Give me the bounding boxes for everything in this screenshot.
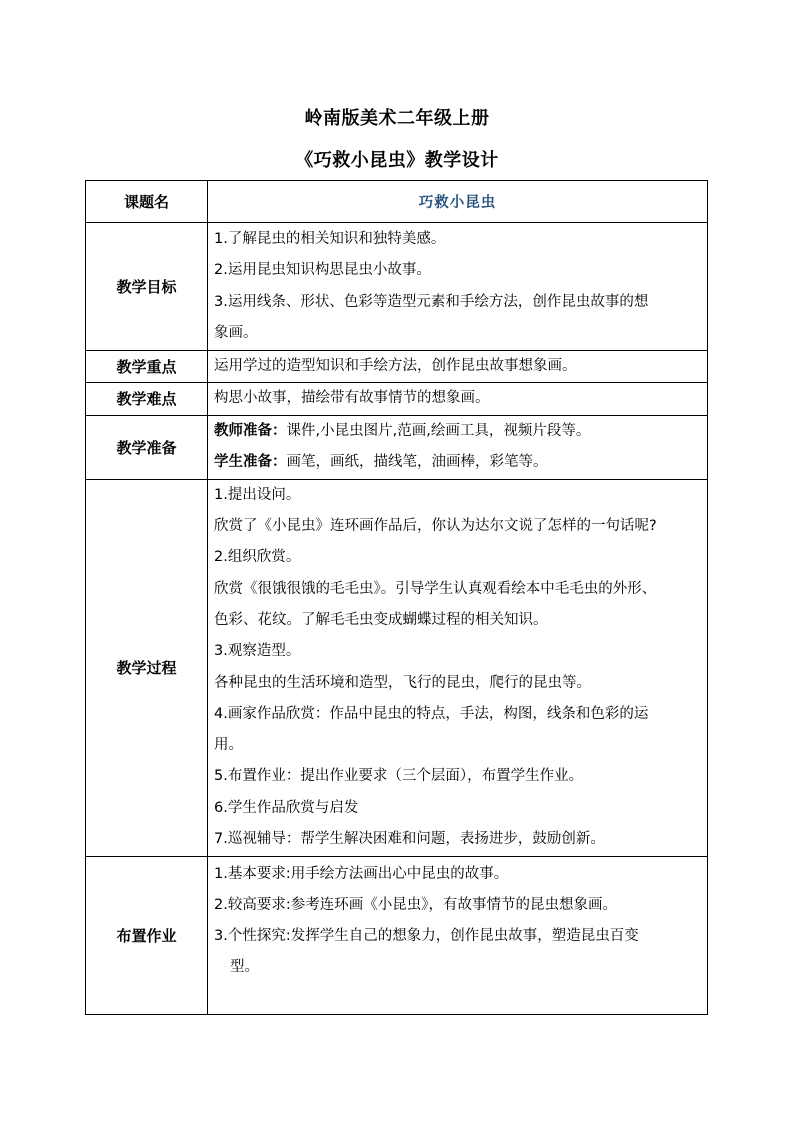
process-line: 各种昆虫的生活环境和造型，飞行的昆虫，爬行的昆虫等。 (214, 674, 591, 691)
preparation-content (208, 415, 708, 479)
label-process: 教学过程 (86, 479, 208, 856)
objective-line: 3.运用线条、形状、色彩等造型元素和手绘方法，创作昆虫故事的想 (214, 293, 649, 310)
process-line: 用。 (214, 737, 243, 754)
label-topic: 课题名 (86, 181, 208, 223)
difficulties-text: 构思小故事，描绘带有故事情节的想象画。 (214, 390, 490, 407)
teacher-preparation-text: 课件,小昆虫图片,范画,绘画工具，视频片段等。 (286, 422, 591, 439)
row-objectives (86, 223, 708, 351)
key-points-text: 运用学过的造型知识和手绘方法，创作昆虫故事想象画。 (214, 358, 577, 374)
label-objectives: 教学目标 (86, 223, 208, 351)
student-preparation-text: 画笔，画纸，描线笔，油画棒，彩笔等。 (286, 454, 548, 471)
process-line: 1.提出设问。 (214, 486, 301, 503)
homework-line: 3.个性探究:发挥学生自己的想象力，创作昆虫故事，塑造昆虫百变 (214, 928, 639, 945)
process-line: 2.组织欣赏。 (214, 549, 301, 566)
homework-line: 1.基本要求:用手绘方法画出心中昆虫的故事。 (214, 865, 509, 882)
row-key-points (86, 351, 708, 383)
process-line: 色彩、花纹。了解毛毛虫变成蝴蝶过程的相关知识。 (214, 612, 548, 628)
student-preparation-label: 学生准备： (214, 454, 287, 471)
objectives-content (208, 223, 708, 351)
process-line: 7.巡视辅导：帮学生解决困难和问题，表扬进步，鼓励创新。 (214, 831, 605, 848)
process-content (208, 479, 708, 856)
process-line: 4.画家作品欣赏：作品中昆虫的特点，手法，构图，线条和色彩的运 (214, 705, 649, 722)
process-line: 欣赏了《小昆虫》连环画作品后，你认为达尔文说了怎样的一句话呢? (214, 518, 657, 535)
process-line: 6.学生作品欣赏与启发 (214, 799, 359, 816)
document-title: 岭南版美术二年级上册 (304, 108, 490, 129)
teacher-preparation (214, 416, 701, 447)
homework-content (208, 856, 708, 1014)
row-process (86, 479, 708, 856)
label-homework: 布置作业 (86, 856, 208, 1014)
homework-line: 2.较高要求:参考连环画《小昆虫》，有故事情节的昆虫想象画。 (214, 896, 617, 913)
objective-line: 1.了解昆虫的相关知识和独特美感。 (214, 230, 446, 247)
lesson-plan-table (85, 180, 708, 1015)
row-topic (86, 181, 708, 223)
key-points-content (208, 351, 708, 383)
process-line: 5.布置作业：提出作业要求（三个层面），布置学生作业。 (214, 768, 584, 785)
homework-line: 型。 (230, 959, 259, 976)
objective-line: 2.运用昆虫知识构思昆虫小故事。 (214, 262, 431, 279)
row-difficulties (86, 383, 708, 415)
teacher-preparation-label: 教师准备： (214, 422, 287, 439)
row-preparation (86, 415, 708, 479)
topic-value: 巧救小昆虫 (208, 181, 708, 223)
objective-line: 象画。 (214, 324, 258, 341)
label-preparation: 教学准备 (86, 415, 208, 479)
row-homework (86, 856, 708, 1014)
document-subtitle: 《巧救小昆虫》教学设计 (295, 150, 499, 171)
process-line: 欣赏《很饿很饿的毛毛虫》。引导学生认真观看绘本中毛毛虫的外形、 (214, 580, 657, 597)
process-line: 3.观察造型。 (214, 643, 301, 660)
difficulties-content (208, 383, 708, 415)
student-preparation (214, 447, 701, 478)
label-difficulties: 教学难点 (86, 383, 208, 415)
label-key-points: 教学重点 (86, 351, 208, 383)
